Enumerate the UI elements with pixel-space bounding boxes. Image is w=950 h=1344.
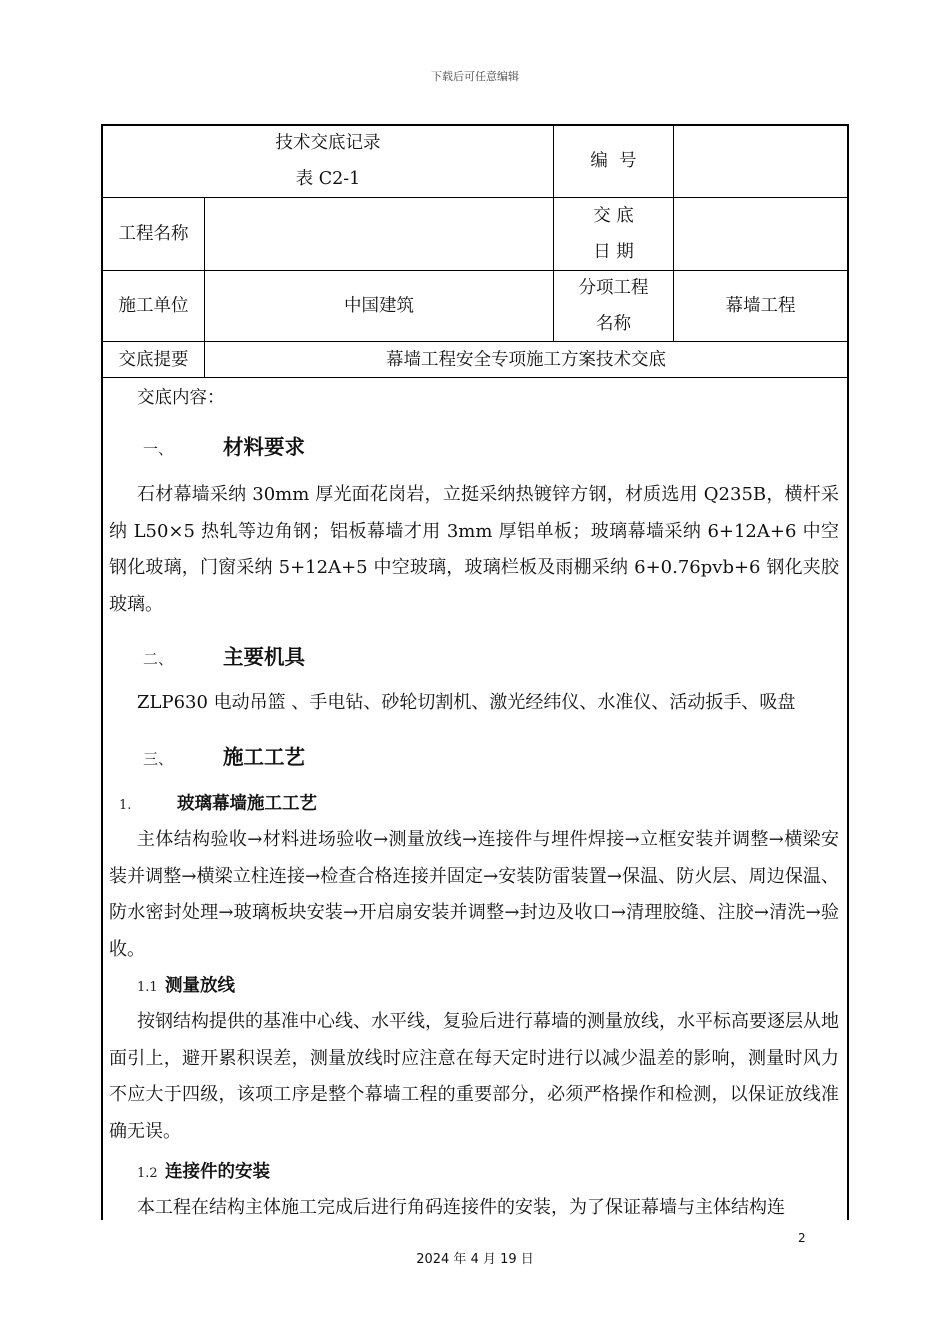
section-number: 一、	[143, 440, 174, 458]
header-note: 下载后可任意编辑	[431, 70, 519, 83]
subsection-number: 1.1	[137, 980, 158, 995]
surveying-paragraph: 按钢结构提供的基准中心线、水平线，复验后进行幕墙的测量放线，水平标高要逐层从地面引上，避开累积误差，测量放线时应注意在每天定时进行以减少温差的影响，测量时风力不应大于四级，该项工序是整个幕墙工程的重要部分，必须严格操作和检测，以保证放线准确无误。	[109, 1011, 839, 1142]
table-title-line1: 技术交底记录	[275, 132, 381, 153]
subsection-heading-glass-curtain	[109, 790, 317, 815]
subproject-value: 幕墙工程	[725, 296, 796, 316]
glass-curtain-process-paragraph: 主体结构验收→材料进场验收→测量放线→连接件与埋件焊接→立框安装并调整→横梁安装并调整→横梁立柱连接→检查合格连接并固定→安装防雷装置→保温、防火层、周边保温、防水密封处理→玻璃板块安装→开启扇安装并调整→封边及收口→清理胶缝、注胶→清洗→验收。	[109, 829, 839, 960]
connector-install-paragraph: 本工程在结构主体施工完成后进行角码连接件的安装，为了保证幕墙与主体结构连	[137, 1197, 785, 1218]
subproject-label	[554, 271, 673, 341]
tools-paragraph: ZLP630 电动吊篮 、手电钻、砂轮切割机、激光经纬仪、水准仪、活动扳手、吸盘	[137, 692, 796, 713]
section-number: 三、	[143, 750, 174, 768]
table-title-line2: 表 C2-1	[295, 168, 361, 189]
section-title: 材料要求	[223, 435, 305, 459]
number-label: 编 号	[590, 150, 637, 171]
subsection-heading-connector-install	[109, 1158, 270, 1183]
subsection-title: 测量放线	[165, 976, 235, 996]
subsection-number: 1.	[119, 798, 132, 813]
subsection-number: 1.2	[137, 1166, 158, 1181]
section-heading-process	[109, 740, 305, 770]
number-value	[674, 124, 847, 197]
disclosure-date-label	[554, 198, 673, 270]
construction-unit-label: 施工单位	[118, 296, 189, 316]
subproject-label-line1: 分项工程	[578, 278, 649, 298]
subsection-heading-surveying	[109, 972, 235, 997]
date-label-line1: 交 底	[593, 206, 634, 226]
section-heading-materials	[109, 430, 305, 460]
section-title: 主要机具	[223, 645, 305, 669]
project-name-label: 工程名称	[118, 224, 189, 244]
construction-unit-value: 中国建筑	[344, 296, 414, 316]
section-heading-tools	[109, 640, 305, 670]
page-number: 2	[798, 1231, 806, 1245]
content-intro: 交底内容：	[137, 388, 225, 408]
project-name-value	[205, 198, 553, 270]
summary-value: 幕墙工程安全专项施工方案技术交底	[386, 349, 666, 370]
materials-paragraph: 石材幕墙采纳 30mm 厚光面花岗岩，立挺采纳热镀锌方钢，材质选用 Q235B，横杆采纳 L50×5 热轧等边角钢；铝板幕墙才用 3mm 厚铝单板；玻璃幕墙采纳 6+12A+6 中空钢化玻璃，门窗采纳 5+12A+5 中空玻璃，玻璃栏板及雨棚采纳 6+0.76pvb+6 钢化夹胶玻璃。	[109, 484, 839, 615]
summary-label: 交底提要	[118, 349, 189, 370]
subsection-title: 连接件的安装	[165, 1162, 270, 1182]
section-title: 施工工艺	[223, 745, 305, 769]
disclosure-date-value	[674, 198, 847, 270]
footer-date: 2024 年 4 月 19 日	[416, 1252, 534, 1267]
subsection-title: 玻璃幕墙施工工艺	[177, 794, 317, 814]
subproject-label-line2: 名称	[596, 314, 631, 334]
table-title	[103, 124, 553, 197]
section-number: 二、	[143, 650, 174, 668]
date-label-line2: 日 期	[593, 242, 634, 262]
